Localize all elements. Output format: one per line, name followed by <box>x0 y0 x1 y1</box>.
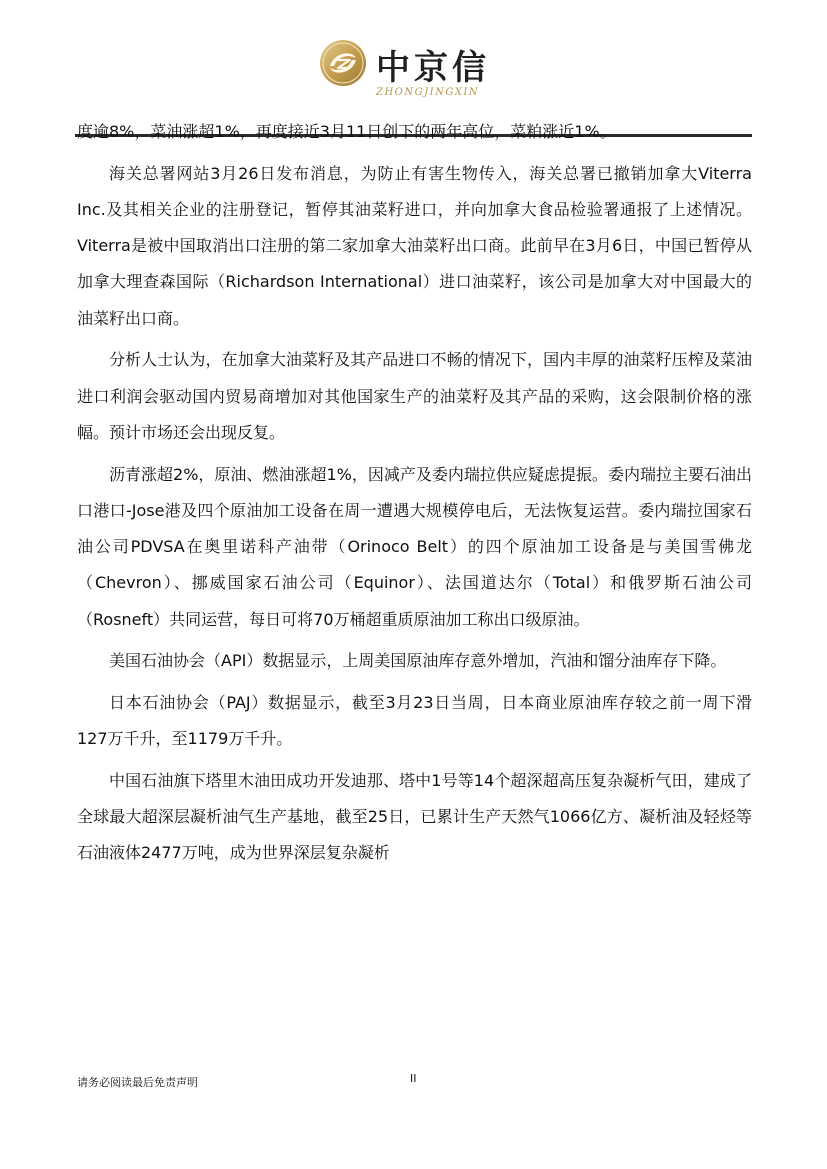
body-text <box>77 114 752 877</box>
paragraph: 度逾8%，菜油涨超1%，再度接近3月11日创下的两年高位，菜粕涨近1%。 <box>77 122 616 141</box>
paragraph: 分析人士认为，在加拿大油菜籽及其产品进口不畅的情况下，国内丰厚的油菜籽压榨及菜油进口利润会驱动国内贸易商增加对其他国家生产的油菜籽及其产品的采购，这会限制价格的涨幅。预计市场还会出现反复。 <box>77 350 752 442</box>
logo-chinese-name: 中京信 <box>376 48 490 88</box>
paragraph: 美国石油协会（API）数据显示，上周美国原油库存意外增加，汽油和馏分油库存下降。 <box>109 651 727 671</box>
logo-english-name: ZHONGJINGXIN <box>376 87 480 98</box>
page-number: II <box>410 1072 417 1085</box>
footer-disclaimer: 请务必阅读最后免责声明 <box>77 1076 198 1089</box>
paragraph: 海关总署网站3月26日发布消息，为防止有害生物传入，海关总署已撤销加拿大Viterra Inc.及其相关企业的注册登记，暂停其油菜籽进口，并向加拿大食品检验署通报了上述情况。Viterra是被中国取消出口注册的第二家加拿大油菜籽出口商。此前早在3月6日，中国已暂停从加拿大理查森国际（Richardson International）进口油菜籽，该公司是加拿大对中国最大的油菜籽出口商。 <box>77 163 752 328</box>
paragraph: 中国石油旗下塔里木油田成功开发迪那、塔中1号等14个超深超高压复杂凝析气田，建成了全球最大超深层凝析油气生产基地，截至25日，已累计生产天然气1066亿方、凝析油及轻烃等石油液体2477万吨，成为世界深层复杂凝析 <box>77 770 752 863</box>
paragraph: 沥青涨超2%，原油、燃油涨超1%，因减产及委内瑞拉供应疑虑提振。委内瑞拉主要石油出口港口-Jose港及四个原油加工设备在周一遭遇大规模停电后，无法恢复运营。委内瑞拉国家石油公司PDVSA在奥里诺科产油带（Orinoco Belt）的四个原油加工设备是与美国雪佛龙（Chevron）、挪威国家石油公司（Equinor）、法国道达尔（Total）和俄罗斯石油公司（Rosneft）共同运营，每日可将70万桶超重质原油加工称出口级原油。 <box>77 464 752 629</box>
company-logo-icon <box>318 38 368 88</box>
paragraph: 日本石油协会（PAJ）数据显示，截至3月23日当周，日本商业原油库存较之前一周下滑127万千升，至1179万千升。 <box>77 692 752 749</box>
page-header <box>0 30 827 110</box>
